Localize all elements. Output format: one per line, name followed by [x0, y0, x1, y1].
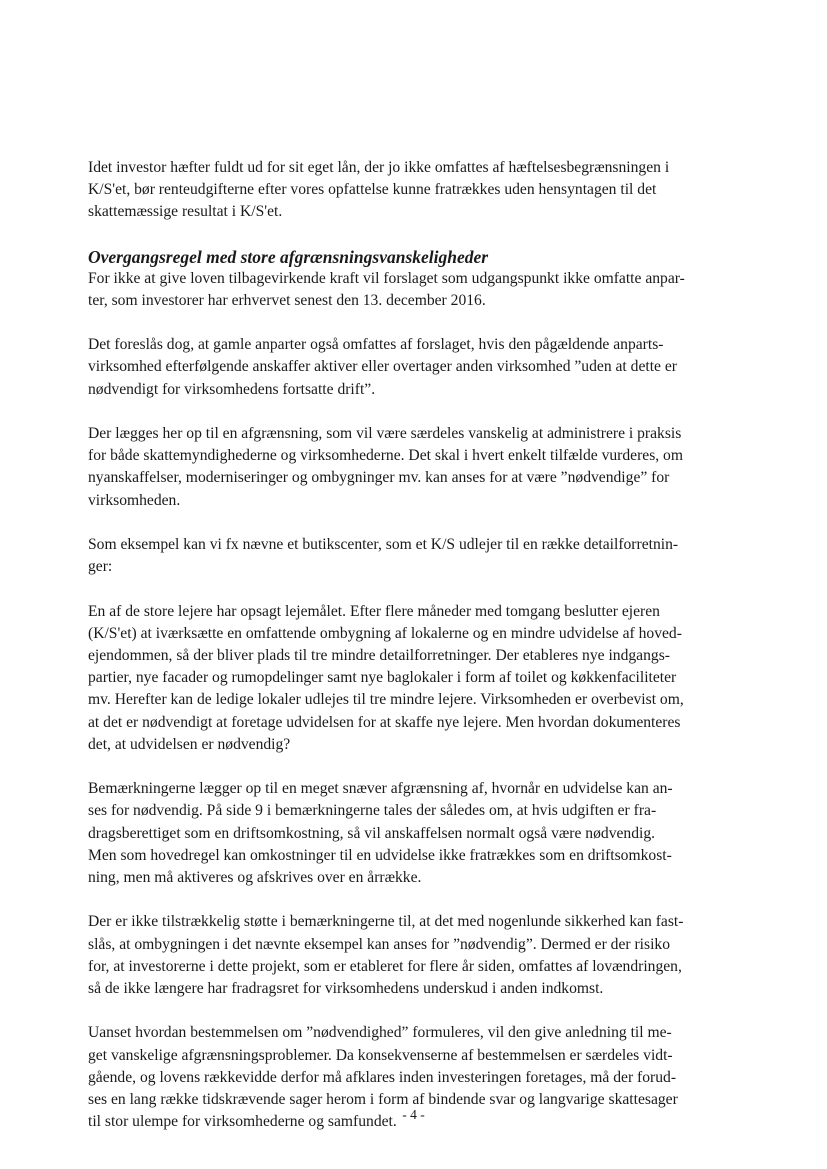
paragraph-remarks: Bemærkningerne lægger op til en meget snæver afgrænsning af, hvornår en udvidelse kan an- ses for nødvendig. På side 9 i bemærkningerne tales der således om, at hvis udgiften er fra- dragsberettiget som en driftsomkostning, så vil anskaffelsen normalt også være nødvendig. Men som hovedregel kan omkostninger til en udvidelse ikke fratrækkes som en driftsomkost- ning, men må aktiveres og afskrives over en årrække.: [88, 780, 673, 887]
paragraph-example-intro: Som eksempel kan vi fx nævne et butikscenter, som et K/S udlejer til en række detailforretnin- ger:: [88, 536, 679, 576]
paragraph-interest-deduction: Idet investor hæfter fuldt ud for sit eget lån, der jo ikke omfattes af hæftelsesbegrænsningen i K/S'et, bør renteudgifterne efter vores opfattelse kunne fratrækkes uden hensyntagen til det skattemæssige resultat i K/S'et.: [88, 159, 670, 221]
paragraph-example-case: En af de store lejere har opsagt lejemålet. Efter flere måneder med tomgang beslutter ejeren (K/S'et) at iværksætte en omfattende ombygning af lokalerne og en mindre udvidelse af hoved- ejendommen, så der bliver plads til tre mindre detailforretninger. Der etableres nye indgangs- partier, nye facader og rumopdelinger samt nye baglokaler i form af toilet og køkkenfaciliteter mv. Herefter kan de ledige lokaler udlejes til tre mindre lejere. Virksomheden er overbevist om, at det er nødvendigt at foretage udvidelsen for at skaffe nye lejere. Men hvordan dokumenteres det, at udvidelsen er nødvendig?: [88, 602, 684, 753]
paragraph-retroactive: For ikke at give loven tilbagevirkende kraft vil forslaget som udgangspunkt ikke omfatte anpar- ter, som investorer har erhvervet senest den 13. december 2016.: [88, 269, 685, 309]
document-body: [88, 157, 740, 1133]
paragraph-conclusion: Uanset hvordan bestemmelsen om ”nødvendighed” formuleres, vil den give anledning til me- get vanskelige afgrænsningsproblemer. Da konsekvenserne af bestemmelsen er særdeles vidt- gående, og lovens rækkevidde derfor må afklares inden investeringen foretages, må der forud- ses en lang række tidskrævende sager herom i form af bindende svar og langvarige skattesager til stor ulempe for virksomhederne og samfundet.: [88, 1024, 678, 1131]
page-number: - 4 -: [402, 1107, 425, 1122]
paragraph-old-shares: Det foreslås dog, at gamle anparter også omfattes af forslaget, hvis den pågældende anparts- virksomhed efterfølgende anskaffer aktiver eller overtager anden virksomhed ”uden at dette er nødvendigt for virksomhedens fortsatte drift”.: [88, 336, 677, 398]
paragraph-insufficient-support: Der er ikke tilstrækkelig støtte i bemærkningerne til, at det med nogenlunde sikkerhed kan fast- slås, at ombygningen i det nævnte eksempel kan anses for ”nødvendig”. Dermed er der risiko for, at investorerne i dette projekt, som er etableret for flere år siden, omfattes af lovændringen, så de ikke længere har fradragsret for virksomhedens underskud i anden indkomst.: [88, 913, 684, 998]
section-heading-transition-rule: Overgangsregel med store afgrænsningsvanskeligheder: [88, 246, 489, 267]
paragraph-delimitation: Der lægges her op til en afgrænsning, som vil være særdeles vanskelig at administrere i praksis for både skattemyndighederne og virksomhederne. Det skal i hvert enkelt tilfælde vurderes, om nyanskaffelser, moderniseringer og ombygninger mv. kan anses for at være ”nødvendige” for virksomheden.: [88, 425, 683, 509]
